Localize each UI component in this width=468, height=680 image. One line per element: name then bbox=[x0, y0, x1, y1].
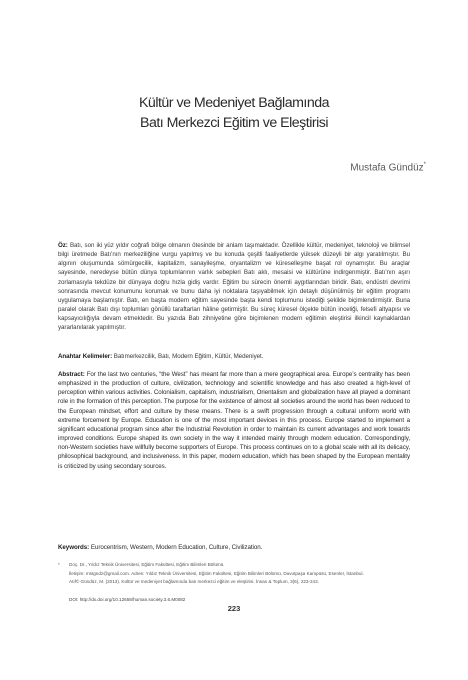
keywords-text: Eurocentrism, Western, Modern Education, Culture, Civilization. bbox=[90, 544, 263, 551]
author-footnote-mark: * bbox=[423, 162, 426, 168]
page-number: 223 bbox=[227, 604, 241, 613]
turkish-keywords bbox=[58, 352, 410, 361]
footnote-mark: * bbox=[58, 562, 60, 567]
title-line-2: Batı Merkezci Eğitim ve Eleştirisi bbox=[140, 115, 328, 131]
footnote-contact: İletişim: mstgndz@gmail.com. Adres: Yıldız Teknik Üniversitesi, Eğitim Fakültesi, Eğitim Bilimleri Bölümü, Davutpaşa Kampüsü, Esenler, İstanbul. bbox=[69, 570, 364, 576]
abstract-label: Abstract: bbox=[58, 371, 85, 378]
author-footnote bbox=[58, 561, 410, 587]
footnote-citation: Atıf© Gündüz, M. (2013). Kültür ve medeniyet bağlamında batı merkezci eğitim ve eleştirisi. İnsan & Toplum, 3(6), 223-243. bbox=[69, 579, 319, 585]
anahtar-label: Anahtar Kelimeler: bbox=[58, 353, 113, 360]
english-abstract bbox=[58, 370, 410, 471]
author-line bbox=[60, 162, 426, 173]
footnote-affiliation: Doç. Dr., Yıldız Teknik Üniversitesi, Eğitim Fakültesi, Eğitim Bilimleri Bölümü. bbox=[69, 562, 225, 567]
oz-text: Batı, son iki yüz yıldır coğrafi bölge olmanın ötesinde bir anlam taşımaktadır. Özellikle kültür, medeniyet, teknoloji ve bilimsel bilgi üretmede Batı’nın merkeziliğine vurgu yapılmış ve bu konuda çeşitli faaliyetlerde yüksek düzeyli bir algı yaratılmıştır. Bu algının oluşumunda sömürgecilik, kapitalizm, sanayileşme, oryantalizm ve küreselleşme başat rol oynamıştır. Bu araçlar sayesinde, neredeyse bütün dünya toplumlarının varlık sebepleri Batı aklı, mesaisi ve kültürüne indirgenmiştir. Batı’nın aşırı zorlamasıyla tekdüze bir dünyaya doğru hızla gidiş vardır. Eğitim bu sürecin önemli aygıtlarından biridir. Batı, endüstri devrimi sonrasında mevcut konumunu korumak ve bunu daha iyi noktalara taşıyabilmek için detaylı düşünülmüş bir eğitim programı uygulamaya başlamıştır. Batı, en başta modern eğitim sayesinde başta kendi toplumunu istediği şekilde biçimlendirmiştir. Buna paralel olarak Batı dışı toplumları gönüllü taraftarları hâline getirmiştir. Bu süreç küresel ölçekte bütün inceliği, felsefi altyapısı ve kapsayıcılığıyla devam etmektedir. Bu yazıda Batı zihniyetine göre biçimlenen modern eğitimin eleştirisi ilkincil kaynaklardan yararlanılarak yapılmıştır. bbox=[58, 242, 410, 332]
article-title bbox=[40, 93, 428, 133]
anahtar-text: Batımerkezcilik, Batı, Modern Eğitim, Kültür, Medeniyet. bbox=[113, 353, 264, 360]
doi-link[interactable]: DOI: http://dx.doi.org/10.12658/human.society.3.6.M0082 bbox=[69, 597, 186, 602]
abstract-text: For the last two centuries, “the West” has meant far more than a mere geographical area. Europe’s centrality has been emphasized in the production of culture, civilization, technology and scientific knowledge and has also created a high-level of perception within various activities. Colonialism, capitalism, industrialism, Orientalism and globalization have all played a dominant role in the formation of this perception. The purpose for the existence of almost all societies around the world has been reduced to the European mindset, effort and culture by these means. There is a swift progression through a cultural uniform world with extreme forcement by Europe. Education is one of the most important devices in this process. Europe started to implement a significant educational program since after the Industrial Revolution in order to maintain its current advantages and work towards improved conditions. Europe shaped its own society in the way it intended mainly through modern education. Correspondingly, non-Western societies have willfully become supporters of Europe. This process continues on to a global scale with all its delicacy, philosophical background, and inclusiveness. In this paper, modern education, which has been shaped by the European mentality is criticized by using secondary sources. bbox=[58, 371, 411, 470]
english-keywords bbox=[58, 543, 410, 552]
title-line-1: Kültür ve Medeniyet Bağlamında bbox=[138, 95, 330, 111]
keywords-label: Keywords: bbox=[58, 544, 90, 551]
turkish-abstract bbox=[58, 241, 410, 333]
oz-label: Öz: bbox=[58, 242, 68, 249]
author-name: Mustafa Gündüz bbox=[350, 162, 424, 174]
